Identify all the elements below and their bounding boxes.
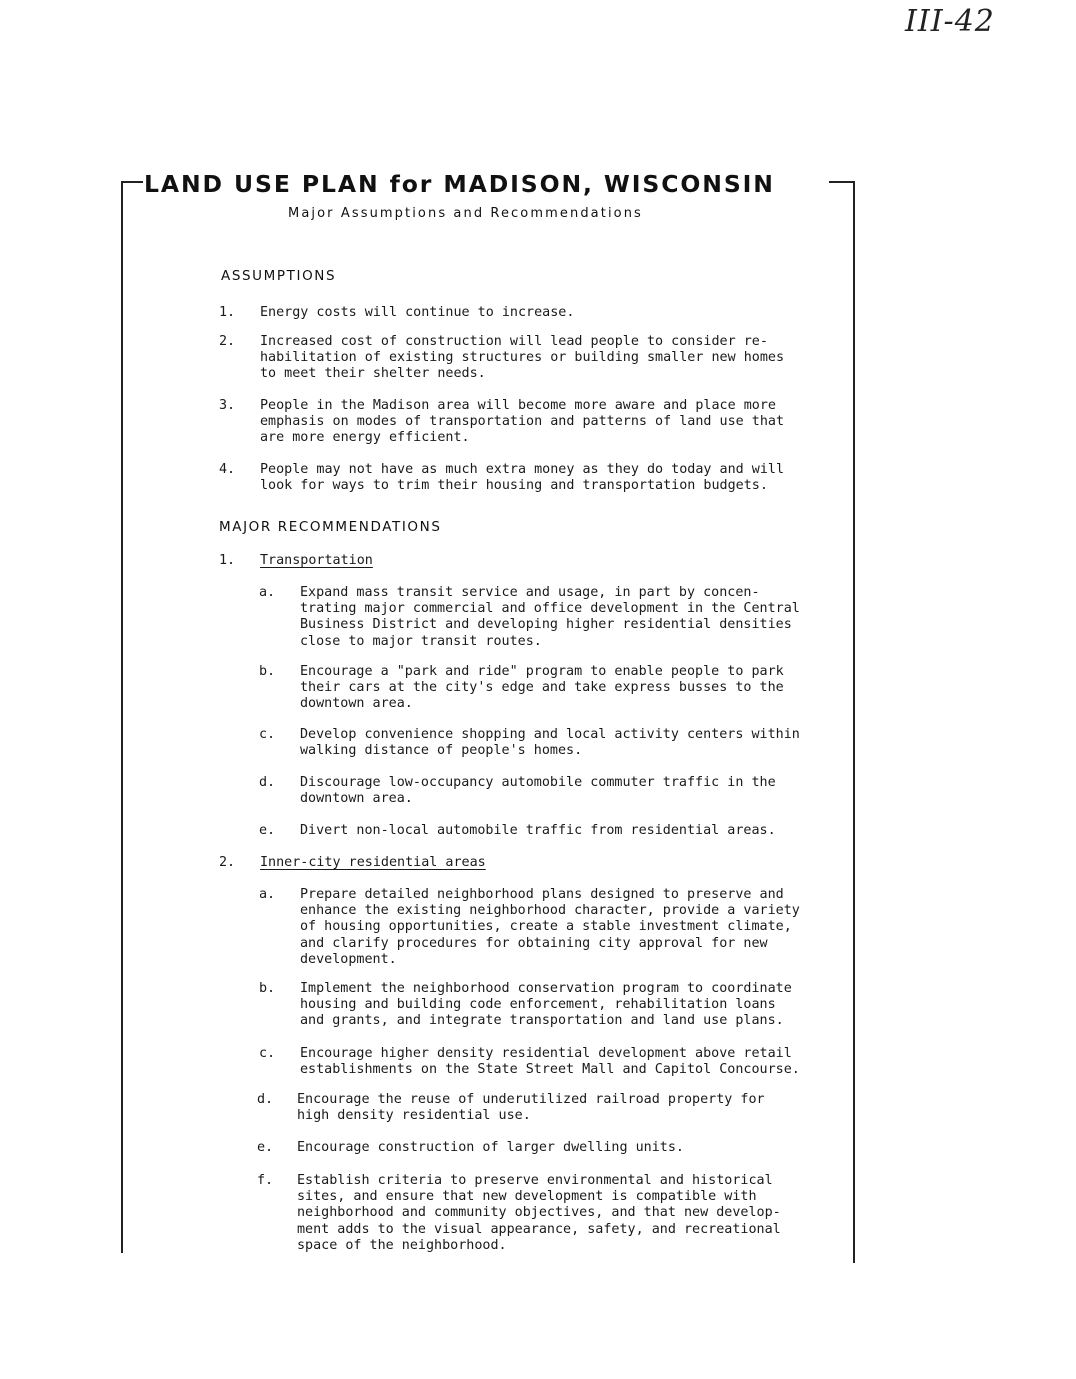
frame-left-rule <box>121 181 123 1253</box>
frame-right-rule <box>853 181 855 1263</box>
assumptions-heading: ASSUMPTIONS <box>221 268 337 284</box>
recommendations-heading: MAJOR RECOMMENDATIONS <box>219 519 442 535</box>
item-letter: b. <box>259 981 276 996</box>
item-text: Establish criteria to preserve environmental and historical sites, and ensure that new development is compatible with neighborhood and community objectives, and that new develop- ment adds to the visual appearance, safety, and recreational space of the neighborhood. <box>297 1173 781 1253</box>
group-number: 1. <box>219 553 236 568</box>
group-title: Transportation <box>260 553 373 568</box>
item-letter: a. <box>259 887 276 902</box>
item-text: Discourage low-occupancy automobile commuter traffic in the downtown area. <box>300 775 776 807</box>
group-title: Inner-city residential areas <box>260 855 486 870</box>
item-text: Expand mass transit service and usage, in part by concen- trating major commercial and office development in the Central Business District and developing higher residential densities close to major transit routes. <box>300 585 800 649</box>
item-number: 4. <box>219 462 236 477</box>
document-title: LAND USE PLAN for MADISON, WISCONSIN <box>144 170 775 198</box>
document-subtitle: Major Assumptions and Recommendations <box>288 206 643 221</box>
item-number: 2. <box>219 334 236 349</box>
item-number: 3. <box>219 398 236 413</box>
frame-right-corner <box>829 181 855 183</box>
item-letter: a. <box>259 585 276 600</box>
item-text: Energy costs will continue to increase. <box>260 305 575 320</box>
item-letter: c. <box>259 727 276 742</box>
page-number: III-42 <box>905 4 995 39</box>
item-text: Increased cost of construction will lead people to consider re- habilitation of existing structures or building smaller new homes to meet their shelter needs. <box>260 334 785 382</box>
frame-left-corner <box>121 181 143 183</box>
item-text: Encourage the reuse of underutilized railroad property for high density residential use. <box>297 1092 765 1124</box>
item-text: Divert non-local automobile traffic from residential areas. <box>300 823 776 838</box>
item-text: People may not have as much extra money as they do today and will look for ways to trim their housing and transportation budgets. <box>260 462 785 494</box>
item-text: Encourage higher density residential development above retail establishments on the State Street Mall and Capitol Concourse. <box>300 1046 800 1078</box>
item-number: 1. <box>219 305 236 320</box>
item-text: People in the Madison area will become more aware and place more emphasis on modes of transportation and patterns of land use that are more energy efficient. <box>260 398 785 446</box>
item-text: Encourage a "park and ride" program to enable people to park their cars at the city's edge and take express busses to the downtown area. <box>300 664 784 712</box>
item-text: Encourage construction of larger dwelling units. <box>297 1140 684 1155</box>
item-letter: d. <box>257 1092 274 1107</box>
item-letter: e. <box>259 823 276 838</box>
item-letter: e. <box>257 1140 274 1155</box>
item-text: Implement the neighborhood conservation program to coordinate housing and building code enforcement, rehabilitation loans and grants, and integrate transportation and land use plans. <box>300 981 792 1029</box>
item-text: Prepare detailed neighborhood plans designed to preserve and enhance the existing neighborhood character, provide a variety of housing opportunities, create a stable investment climate, and clarify procedures for obtaining city approval for new development. <box>300 887 800 967</box>
item-letter: b. <box>259 664 276 679</box>
item-letter: f. <box>257 1173 274 1188</box>
item-letter: d. <box>259 775 276 790</box>
group-number: 2. <box>219 855 236 870</box>
item-letter: c. <box>259 1046 276 1061</box>
item-text: Develop convenience shopping and local activity centers within walking distance of people's homes. <box>300 727 800 759</box>
